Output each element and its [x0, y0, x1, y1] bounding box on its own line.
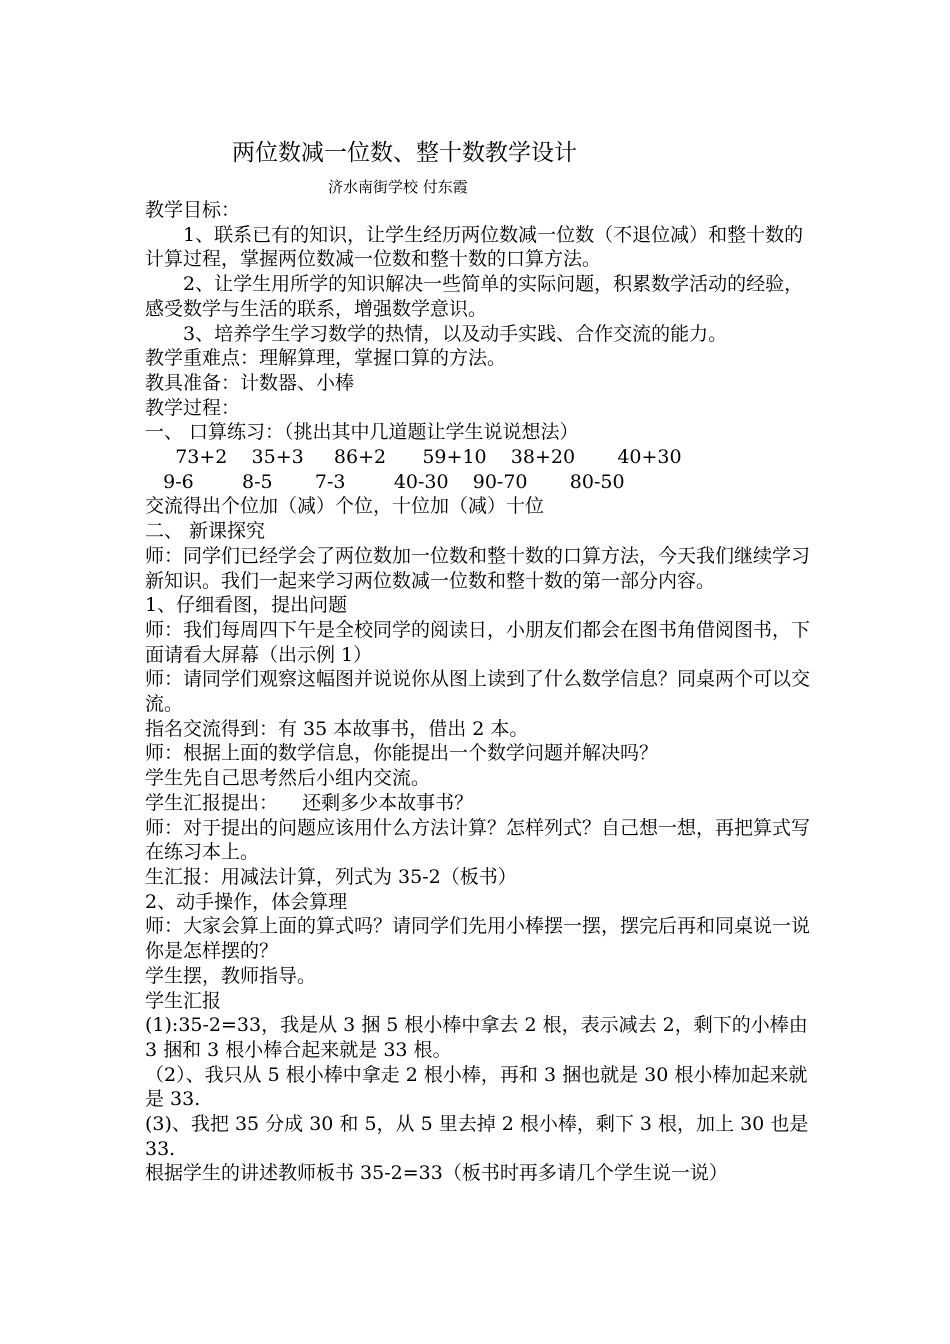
paragraph: 根据学生的讲述教师板书 35-2=33（板书时再多请几个学生说一说）: [145, 1162, 728, 1185]
paragraph: 学生摆，教师指导。: [145, 964, 317, 987]
paragraph: 师：同学们已经学会了两位数加一位数和整十数的口算方法，今天我们继续学习新知识。我们一起来学习两位数减一位数和整十数的第一部分内容。: [145, 544, 811, 592]
paragraph: 师：我们每周四下午是全校同学的阅读日，小朋友们都会在图书角借阅图书，下面请看大屏幕（出示例 1）: [145, 618, 811, 666]
paragraph: （2）、我只从 5 根小棒中拿走 2 根小棒，再和 3 捆也就是 30 根小棒加起来就是 33.: [145, 1063, 808, 1111]
paragraph: 教具准备：计数器、小棒: [145, 371, 355, 394]
paragraph: 师：对于提出的问题应该用什么方法计算？怎样列式？自己想一想，再把算式写在练习本上。: [145, 816, 811, 864]
author-line: 济水南街学校 付东霞: [328, 178, 468, 196]
objective-paragraph: 3、培养学生学习数学的热情，以及动手实践、合作交流的能力。: [183, 322, 728, 345]
paragraph: 指名交流得到：有 35 本故事书，借出 2 本。: [145, 717, 529, 740]
exercise-row: 73+2 35+3 86+2 59+10 38+20 40+30: [145, 446, 682, 469]
section-heading: 教学过程：: [145, 396, 241, 419]
paragraph: (3)、我把 35 分成 30 和 5，从 5 里去掉 2 根小棒，剩下 3 根，加上 30 也是 33.: [145, 1113, 809, 1160]
section-heading: 二、 新课探究: [145, 520, 266, 543]
objective-paragraph: 1、联系已有的知识，让学生经历两位数减一位数（不退位减）和整十数的计算过程，掌握两位数减一位数和整十数的口算方法。: [145, 223, 804, 271]
paragraph: 生汇报：用减法计算，列式为 35-2（板书）: [145, 865, 517, 888]
paragraph: 师：请同学们观察这幅图并说说你从图上读到了什么数学信息？同桌两个可以交流。: [145, 668, 811, 716]
objective-paragraph: 2、让学生用所学的知识解决一些简单的实际问题，积累数学活动的经验，感受数学与生活的联系，增强数学意识。: [145, 273, 804, 320]
paragraph: 学生汇报: [145, 989, 222, 1012]
paragraph: 一、 口算练习：（挑出其中几道题让学生说说想法）: [145, 421, 579, 444]
paragraph: 2、动手操作，体会算理: [145, 890, 348, 913]
paragraph: 学生先自己思考然后小组内交流。: [145, 767, 431, 790]
section-heading: 教学目标：: [145, 199, 241, 221]
paragraph: (1):35-2=33，我是从 3 捆 5 根小棒中拿去 2 根，表示减去 2，剩下的小棒由 3 捆和 3 根小棒合起来就是 33 根。: [145, 1014, 808, 1061]
document-body: [145, 198, 815, 1186]
exercise-row: 9-6 8-5 7-3 40-30 90-70 80-50: [145, 470, 625, 493]
paragraph: 交流得出个位加（减）个位，十位加（减）十位: [145, 495, 545, 518]
document-title: 两位数减一位数、整十数教学设计: [232, 140, 577, 166]
paragraph: 1、仔细看图，提出问题: [145, 594, 348, 617]
paragraph: 学生汇报提出： 还剩多少本故事书？: [145, 791, 474, 814]
paragraph: 教学重难点：理解算理，掌握口算的方法。: [145, 347, 507, 370]
paragraph: 师：根据上面的数学信息，你能提出一个数学问题并解决吗？: [145, 742, 659, 765]
paragraph: 师：大家会算上面的算式吗？请同学们先用小棒摆一摆，摆完后再和同桌说一说你是怎样摆的？: [145, 915, 811, 963]
